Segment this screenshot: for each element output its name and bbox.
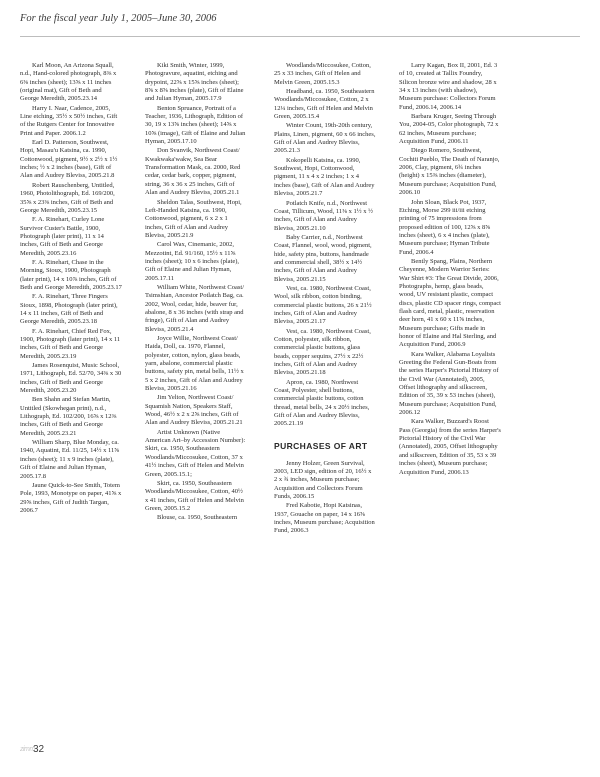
acquisition-entry: Jim Yelton, Northwest Coast/ Squamish Nation, Speakers Staff, Wood, 46½ x 2 x 2⅝ inches, Gift of Alan and Audrey Bleviss, 2005.21.21 <box>145 394 243 427</box>
acquisition-entry: F. A. Rinehart, Chase in the Morning, Sioux, 1900, Photograph (later print), 14 x 10⅞ inches, Gift of Beth and George Meredith, 2005.23.17 <box>20 258 122 291</box>
acquisition-entry: Skirt, ca. 1950, Southeastern Woodlands/Miccosukee, Cotton, 40½ x 41 inches, Gift of Helen and Melvin Green, 2005.15.2 <box>145 479 244 512</box>
text-column-2 <box>145 62 247 524</box>
acquisition-entry: Blouse, ca. 1950, Southeastern <box>157 514 238 522</box>
acquisition-entry: Apron, ca. 1980, Northwest Coast, Polyester, shell buttons, commercial plastic buttons, cotton thread, metal bells, 24 x 20½ inches, Gift of Alan and Audrey Bleviss, 2005.21.19 <box>274 378 370 428</box>
purchase-entry: Bently Spang, Plains, Northern Cheyenne, Modern Warrior Series: War Shirt #3: The Great Divide, 2006, Photographs, hemp, glass beads, wood, UV resistant plastic, compact discs, plastic CD spacer rings, compact flash card, metal, plastic, reservation deer horn, 41 x 60 x 11⅝ inches, Museum purchase; Gifts made in honor of Elaine and Hal Sterling, and Acquisition Fund, 2006.9 <box>399 257 501 349</box>
acquisition-entry: Vest, ca. 1980, Northwest Coast, Cotton, polyester, silk ribbon, commercial plastic buttons, glass beads, copper sequins, 27½ x 22½ inches, Gift of Alan and Audrey Bleviss, 2005.21.18 <box>274 327 371 377</box>
purchase-entry: Diego Romero, Southwest, Cochiti Pueblo, The Death of Naranjo, 2006, Clay, pigment, 6¾ inches (height) x 15⅜ inches (diameter), Museum purchase; Acquisition Fund, 2006.10 <box>399 147 500 197</box>
purchase-entry: Jenny Holzer, Green Survival, 2003, LED sign, edition of 20, 16½ x 2 x ¾ inches, Museum purchase; Acquisition and Collectors Forum Funds, 2006.15 <box>274 459 372 501</box>
page-footer <box>20 744 80 762</box>
acquisition-entry: William White, Northwest Coast/ Tsimshian, Ancestor Potlatch Bag, ca. 2002, Wool, cedar, hide, beaver fur, abalone, 8 x 36 inches (with strap and fringe), Gift of Alan and Audrey Bleviss, 2005.21.4 <box>145 283 244 333</box>
acquisition-entry: Headband, ca. 1950, Southeastern Woodlands/Miccosukee, Cotton, 2 x 12¼ inches, Gift of Helen and Melvin Green, 2005.15.4 <box>274 88 375 121</box>
acquisition-entry: Jaune Quick-to-See Smith, Totem Pole, 1993, Monotype on paper, 41⅝ x 29⅝ inches, Gift of Judith Targan, 2006.7 <box>20 481 122 514</box>
acquisition-entry: F. A. Rinehart, Chief Red Fox, 1900, Photograph (later print), 14 x 11 inches, Gift of Beth and George Meredith, 2005.23.19 <box>20 327 121 360</box>
acquisition-entry: Karl Moon, An Arizona Squall, n.d., Hand-colored photograph, 8⅜ x 6⅜ inches (sheet); 13⅝ x 11 inches (original mat), Gift of Beth and George Meredith, 2005.23.14 <box>20 62 117 103</box>
acquisition-entry: F. A. Rinehart, Curley Lone Survivor Custer's Battle, 1900, Photograph (later print), 11 x 14 inches, Gift of Beth and George Meredith, 2005.23.16 <box>20 216 105 257</box>
acquisition-entry: Don Svanvik, Northwest Coast/ Kwakwaka'wakw, Sea Bear Transformation Mask, ca. 2000, Red cedar, cedar bark, copper, pigment, string, 36 x 36 x 25 inches, Gift of Alan and Audrey Bleviss, 2005.21.1 <box>145 147 241 197</box>
purchase-entry: Kara Walker, Alabama Loyalists Greeting the Federal Gun-Boats from the series Harper's Pictorial History of the Civil War (Annotated), 2005, Offset lithography and silkscreen, Edition of 35, 39 x 53 inches (sheet), Museum purchase; Acquisition Fund, 2006.12 <box>399 350 499 417</box>
acquisition-entry: Benton Spruance, Portrait of a Teacher, 1936, Lithograph, Edition of 30, 19 x 13⅝ inches (sheet); 14⅝ x 10⅝ (image), Gift of Elaine and Julian Hyman, 2005.17.10 <box>145 104 246 146</box>
page-header <box>20 13 580 43</box>
fiscal-year-heading: For the fiscal year July 1, 2005–June 30, 2006 <box>20 13 217 24</box>
acquisition-entry: James Rosenquist, Music School, 1971, Lithograph, Ed. 52/70, 34⅜ x 30 inches, Gift of Beth and George Meredith, 2005.23.20 <box>20 362 122 395</box>
header-rule <box>20 36 580 37</box>
purchase-entry: Kara Walker, Buzzard's Roost Pass (Georgia) from the series Harper's Pictorial History of the Civil War (Annotated), 2005, Offset lithography and silkscreen, Edition of 35, 53 x 39 inches (sheet), Museum purchase; Acquisition Fund, 2006.13 <box>399 418 501 476</box>
acquisition-entry: Carol Wax, Cinemanic, 2002, Mezzotint, Ed. 91/160, 15½ x 11⅝ inches (sheet); 10 x 6 inches (plate), Gift of Elaine and Julian Hyman, 2005.17.11 <box>145 241 240 282</box>
purchase-entry: John Sloan, Black Pot, 1937, Etching, Morse 299 iii/iii etching printing of 75 impressions from proposed edition of 100, 12⅝ x 8⅝ inches (sheet), 6 x 4 inches (plate), Museum purchase; Hyman Tribute Fund, 2006.4 <box>399 198 491 256</box>
footer-logo-mark: zimm <box>20 746 35 753</box>
acquisition-entry: Sheldon Talas, Southwest, Hopi, Left-Handed Katsina, ca. 1990, Cottonwood, pigment, 6 x 2 x 1 inches, Gift of Alan and Audrey Bleviss, 2005.21.9 <box>145 198 242 239</box>
acquisition-entry: Robert Rauschenberg, Untitled, 1960, Photolithograph, Ed. 169/200, 35⅝ x 23⅜ inches, Gift of Beth and George Meredith, 2005.23.15 <box>20 181 115 214</box>
acquisition-entry: Baby Carrier, n.d., Northwest Coast, Flannel, wool, wood, pigment, hide, safety pins, buttons, handmade and commercial shell, 38½ x 14½ inches, Gift of Alan and Audrey Bleviss, 2005.21.15 <box>274 233 372 283</box>
purchases-of-art-heading: PURCHASES OF ART <box>274 440 368 451</box>
purchase-entry: Barbara Kruger, Seeing Through You, 2004-05, Color photograph, 72 x 62 inches, Museum purchase; Acquisition Fund, 2006.11 <box>399 113 499 146</box>
page-number: 32 <box>33 744 45 755</box>
acquisition-entry: Vest, ca. 1980, Northwest Coast, Wool, silk ribbon, cotton binding, commercial plastic buttons, 26 x 21½ inches, Gift of Alan and Audrey Bleviss, 2005.21.17 <box>274 284 372 326</box>
acquisition-entry: F. A. Rinehart, Three Fingers Sioux, 1898, Photograph (later print), 14 x 11 inches, Gift of Beth and George Meredith, 2005.23.18 <box>20 293 118 326</box>
acquisition-entry: Potlatch Knife, n.d., Northwest Coast, Tillicum, Wood, 11⅜ x 1½ x ½ inches, Gift of Alan and Audrey Bleviss, 2005.21.10 <box>274 199 373 232</box>
acquisition-entry: Kiki Smith, Winter, 1999, Photogravure, aquatint, etching and drypoint, 22⅝ x 15⅝ inches (sheet); 8⅝ x 8⅝ inches (plate), Gift of Elaine and Julian Hyman, 2005.17.9 <box>145 62 244 103</box>
acquisition-entry: Kokopelli Katsina, ca. 1990, Southwest, Hopi, Cottonwood, pigment, 11 x 4 x 2 inches; 1 x 4 inches (base), Gift of Alan and Audrey Bleviss, 2005.21.7 <box>274 156 375 198</box>
acquisition-entry: Winter Count, 19th-20th century, Plains, Linen, pigment, 60 x 66 inches, Gift of Alan and Audrey Bleviss, 2005.21.3 <box>274 122 376 155</box>
purchase-entry: Fred Kabotie, Hopi Katsinas, 1937, Gouache on paper, 14 x 16⅝ inches, Museum purchase; Acquisition Fund, 2006.3 <box>274 502 375 535</box>
text-column-1 <box>20 62 122 516</box>
text-column-3 <box>274 62 376 537</box>
acquisition-entry: Earl D. Patterson, Southwest, Hopi, Masau'u Katsina, ca. 1990, Cottonwood, pigment, 9½ x 2½ x 1½ inches; ½ x 2 inches (base), Gift of Alan and Audrey Bleviss, 2005.21.8 <box>20 139 118 180</box>
acquisition-entry: Harry I. Naar, Cadence, 2005, Line etching, 35½ x 50½ inches, Gift of the Rutgers Center for Innovative Print and Paper. 2006.1.2 <box>20 104 118 137</box>
acquisition-entry: Artist Unknown (Native American Art–by Accession Number): Skirt, ca. 1950, Southeastern Woodlands/Miccosukee, Cotton, 37 x 41½ inches, Gift of Helen and Melvin Green, 2005.15.1; <box>145 428 246 478</box>
text-column-4 <box>399 62 501 478</box>
acquisition-entry: William Sharp, Blue Monday, ca. 1940, Aquatint, Ed. 11/25, 14½ x 11⅝ inches (sheet); 11 x 9 inches (plate), Gift of Elaine and Julian Hyman, 2005.17.8 <box>20 439 120 480</box>
acquisition-entry: Woodlands/Miccosukee, Cotton, 25 x 33 inches, Gift of Helen and Melvin Green, 2005.15.3 <box>274 62 371 86</box>
acquisition-entry: Ben Shahn and Stefan Martin, Untitled (Skowhegan print), n.d., Lithograph, Ed. 102/200, 16⅝ x 12⅜ inches, Gift of Beth and George Meredith, 2005.23.21 <box>20 396 117 437</box>
acquisition-entry: Joyce Willie, Northwest Coast/ Haida, Doll, ca. 1970, Flannel, polyester, cotton, nylon, glass beads, yarn, abalone, commercial plastic buttons, safety pin, metal bells, 11½ x 5 x 2 inches, Gift of Alan and Audrey Bleviss, 2005.21.16 <box>145 335 244 393</box>
purchase-entry: Larry Kagan, Box II, 2001, Ed. 3 of 10, created at Tallix Foundry, Silicon bronze wire and shadow, 28 x 34 x 13 inches (with shadow), Museum purchase: Collectors Forum Fund, 2006.14, 2006.14 <box>399 62 498 111</box>
